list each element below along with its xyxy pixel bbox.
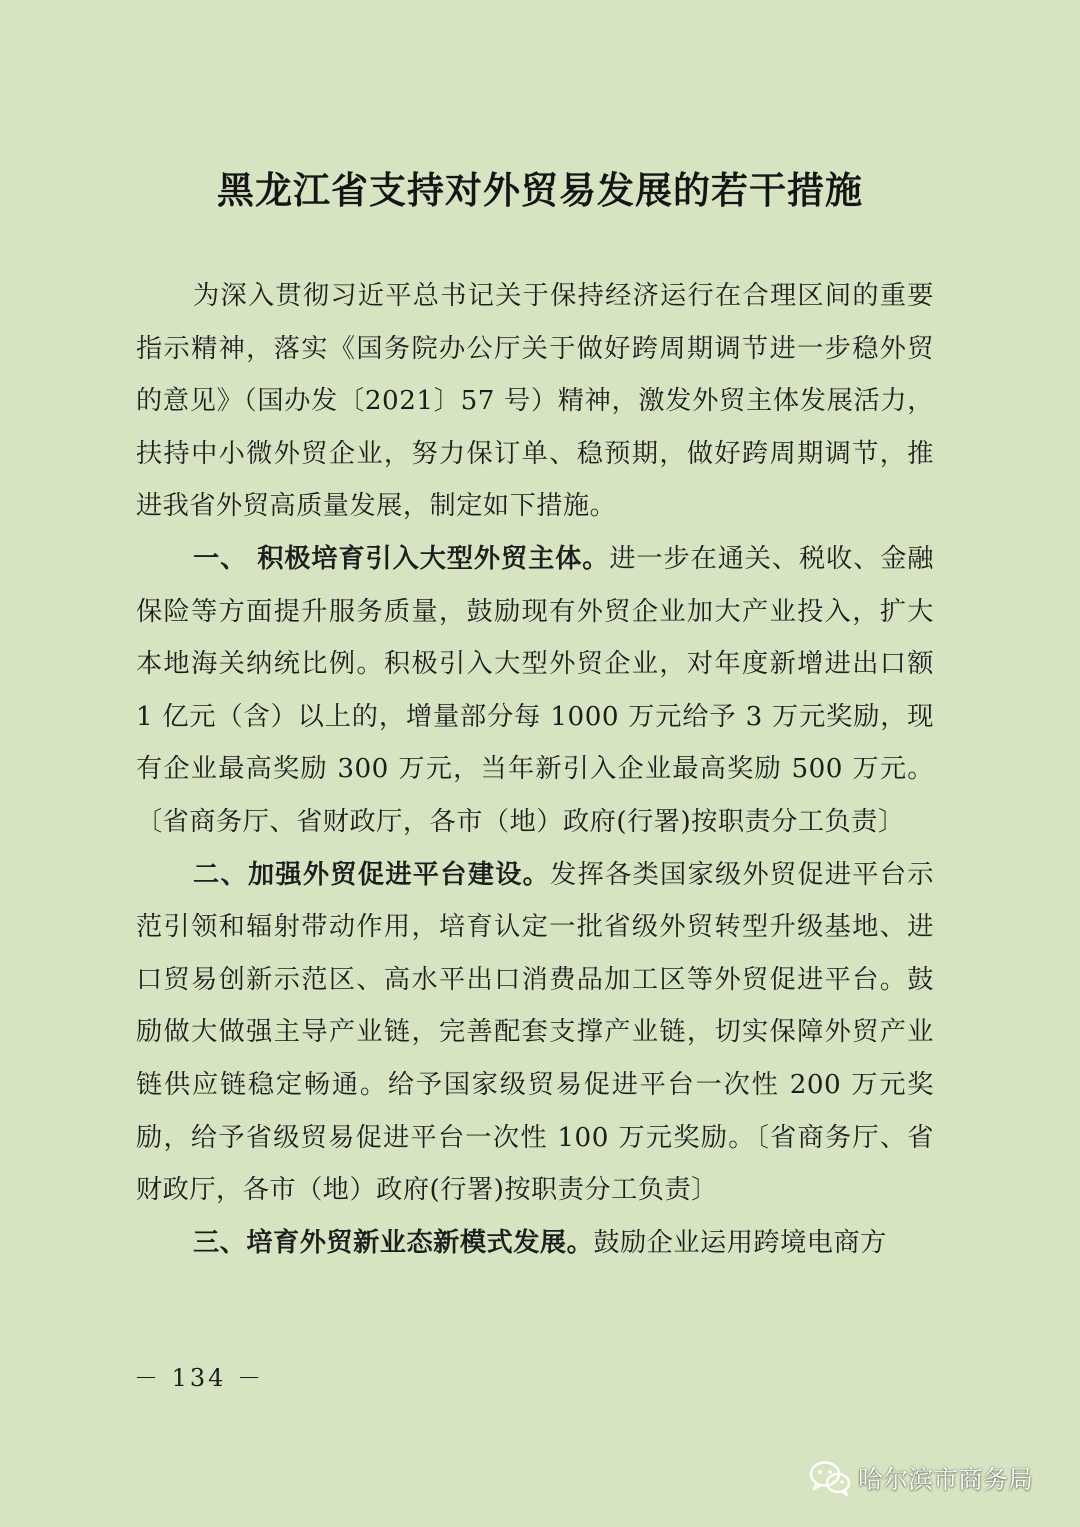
section-heading-1: 一、 积极培育引入大型外贸主体。	[193, 543, 610, 574]
page-number: － 134 －	[134, 1364, 265, 1392]
section-paragraph-2	[136, 849, 934, 1217]
section-paragraph-1	[136, 533, 934, 849]
document-body	[136, 270, 934, 1269]
intro-paragraph: 为深入贯彻习近平总书记关于保持经济运行在合理区间的重要指示精神，落实《国务院办公厅关于做好跨周期调节进一步稳外贸的意见》（国办发〔2021〕57 号）精神，激发外贸主体发展活力，扶持中小微外贸企业，努力保订单、稳预期，做好跨周期调节，推进我省外贸高质量发展，制定如下措施。	[136, 281, 934, 522]
section-heading-3: 三、培育外贸新业态新模式发展。	[193, 1227, 594, 1258]
section-text-1: 进一步在通关、税收、金融保险等方面提升服务质量，鼓励现有外贸企业加大产业投入，扩大本地海关纳统比例。积极引入大型外贸企业，对年度新增进出口额 1 亿元（含）以上的，增量部分每 1000 万元给予 3 万元奖励，现有企业最高奖励 300 万元，当年新引入企业最高奖励 500 万元。〔省商务厅、省财政厅，各市（地）政府(行署)按职责分工负责〕	[136, 543, 934, 837]
document-title: 黑龙江省支持对外贸易发展的若干措施	[217, 169, 863, 212]
watermark	[808, 1458, 1033, 1498]
wechat-icon	[808, 1458, 852, 1498]
watermark-account-name: 哈尔滨市商务局	[858, 1465, 1034, 1494]
section-text-3: 鼓励企业运用跨境电商方	[593, 1227, 887, 1258]
section-text-2: 发挥各类国家级外贸促进平台示范引领和辐射带动作用，培育认定一批省级外贸转型升级基地、进口贸易创新示范区、高水平出口消费品加工区等外贸促进平台。鼓励做大做强主导产业链，完善配套支撑产业链，切实保障外贸产业链供应链稳定畅通。给予国家级贸易促进平台一次性 200 万元奖励，给予省级贸易促进平台一次性 100 万元奖励。〔省商务厅、省财政厅，各市（地）政府(行署)按职责分工负责〕	[136, 859, 934, 1206]
section-paragraph-3	[136, 1217, 934, 1270]
section-heading-2: 二、加强外贸促进平台建设。	[193, 859, 551, 890]
